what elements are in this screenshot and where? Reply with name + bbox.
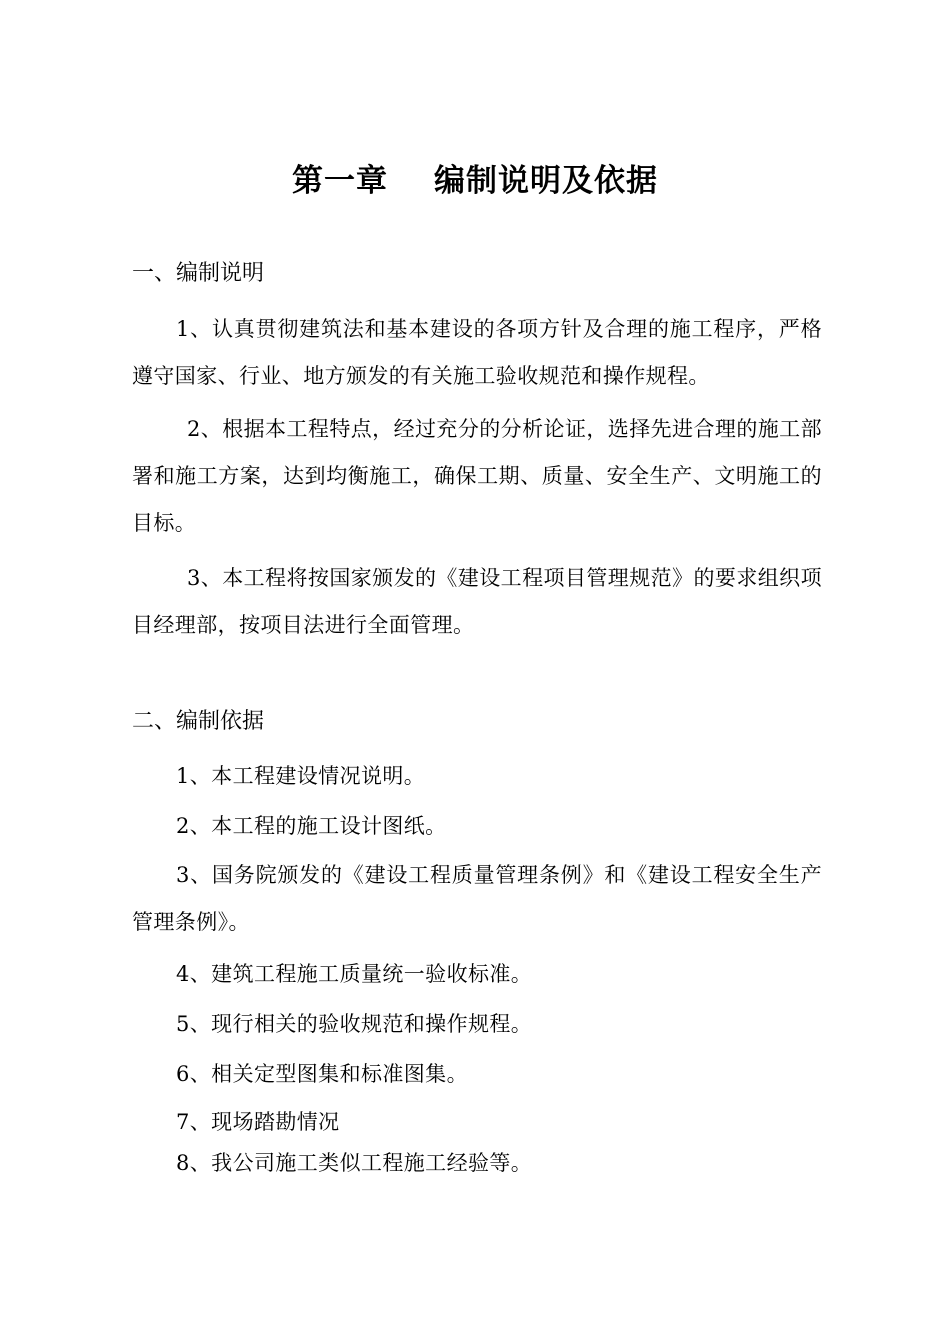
chapter-title (0, 158, 950, 204)
section-heading-description: 一、编制说明 (132, 261, 265, 286)
basis-item: 7、现场踏勘情况 (176, 1110, 340, 1134)
basis-item: 3、国务院颁发的《建设工程质量管理条例》和《建设工程安全生产管理条例》。 (132, 863, 822, 934)
basis-item: 1、本工程建设情况说明。 (176, 764, 426, 788)
basis-item: 8、我公司施工类似工程施工经验等。 (176, 1151, 533, 1175)
section-heading-basis: 二、编制依据 (132, 709, 265, 734)
chapter-name: 编制说明及依据 (434, 163, 658, 199)
basis-item: 2、本工程的施工设计图纸。 (176, 814, 447, 838)
description-paragraph: 1、认真贯彻建筑法和基本建设的各项方针及合理的施工程序，严格遵守国家、行业、地方颁发的有关施工验收规范和操作规程。 (132, 317, 822, 388)
description-paragraph: 3、本工程将按国家颁发的《建设工程项目管理规范》的要求组织项目经理部，按项目法进行全面管理。 (132, 566, 822, 637)
chapter-number: 第一章 (292, 163, 388, 199)
basis-item: 5、现行相关的验收规范和操作规程。 (176, 1012, 533, 1036)
basis-item: 4、建筑工程施工质量统一验收标准。 (176, 962, 533, 986)
description-paragraph: 2、根据本工程特点，经过充分的分析论证，选择先进合理的施工部署和施工方案，达到均衡施工，确保工期、质量、安全生产、文明施工的目标。 (132, 417, 822, 535)
basis-item: 6、相关定型图集和标准图集。 (176, 1062, 468, 1086)
